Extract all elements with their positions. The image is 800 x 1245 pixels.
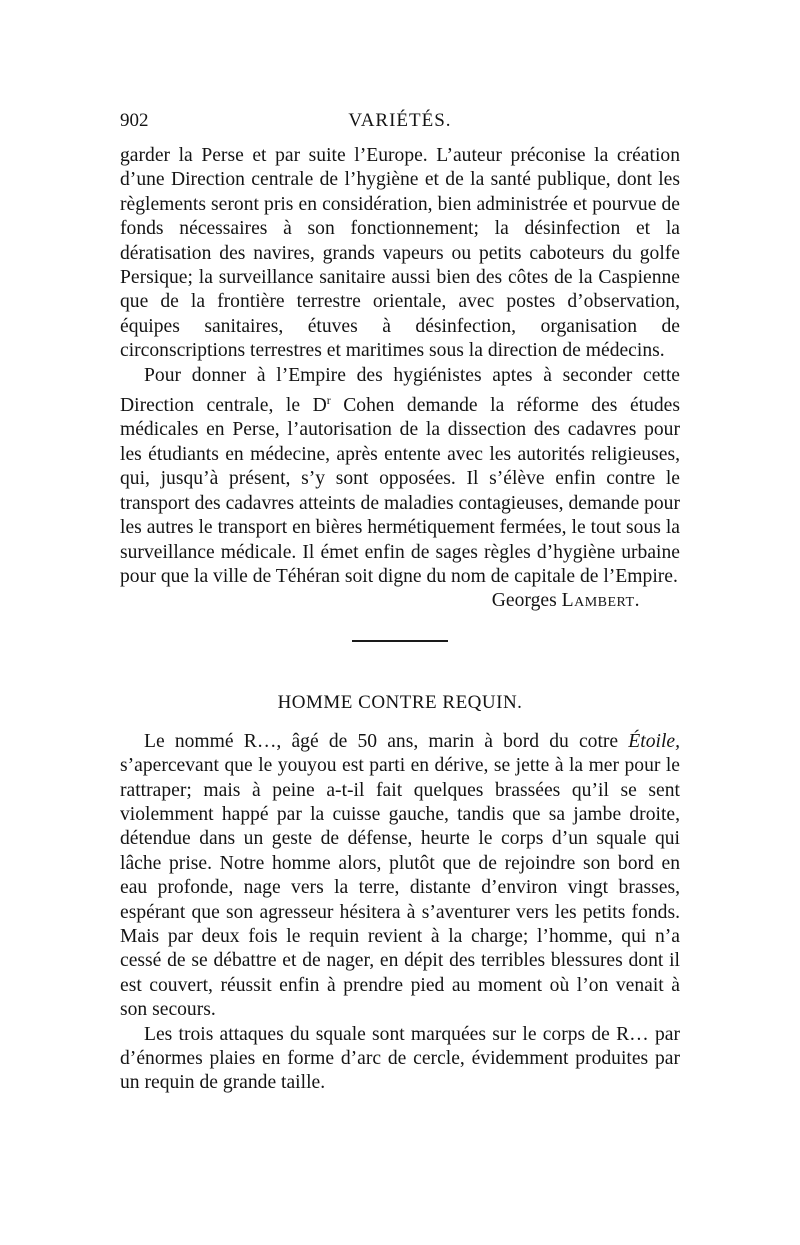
author-signature	[120, 589, 680, 613]
paragraph: garder la Perse et par suite l’Europe. L’auteur préconise la création d’une Direction centrale de l’hygiène et de la santé publique, dont les règlements seront pris en considération, bien administrée et pourvue de fonds nécessaires à son fonctionnement; la désinfection et la dératisation des navires, grands vapeurs ou petits caboteurs du golfe Persique; la surveillance sanitaire aussi bien des côtes de la Caspienne que de la frontière terrestre orientale, avec postes d’observation, équipes sanitaires, étuves à désinfection, organisation de circonscriptions terrestres et maritimes sous la direction de médecins.	[120, 145, 680, 362]
running-title: VARIÉTÉS.	[348, 110, 452, 131]
running-head	[120, 110, 680, 144]
paragraph: Les trois attaques du squale sont marquées sur le corps de R… par d’énormes plaies en forme d’arc de cercle, évidemment produites par un requin de grande taille.	[120, 1023, 680, 1094]
paragraph	[120, 730, 680, 1023]
article-title: HOMME CONTRE REQUIN.	[277, 691, 523, 713]
paragraph-text: Le nommé R…, âgé de 50 ans, marin à bord du cotre	[144, 730, 629, 752]
author-first-name: Georges	[491, 590, 557, 612]
article-homme-contre-requin	[120, 692, 680, 1096]
superscript: r	[326, 393, 331, 408]
paragraph-text: Pour donner à l’Empire des hygiénistes aptes à seconder cette Direction centrale, le D	[120, 364, 680, 417]
page	[120, 110, 680, 1096]
paragraph	[120, 364, 680, 590]
section-divider	[352, 640, 448, 642]
paragraph-text: s’apercevant que le youyou est parti en dérive, se jette à la mer pour le rattraper; mais à peine a-t-il fait quelques brassées qu’il se sent violemment happé par la cuisse gauche, tandis que sa jambe droite, détendue dans un geste de défense, heurte le corps d’un squale qui lâche prise. Notre homme alors, plutôt que de rejoindre son bord en eau profonde, nage vers la terre, distante d’environ vingt brasses, espérant que son agresseur hésitera à s’aventurer vers les petits fonds. Mais par deux fois le requin revient à la charge; l’homme, qui n’a cessé de se débattre et de nager, en dépit des terribles blessures dont il est couvert, réussit enfin à prendre pied au moment où l’on venait à son secours.	[120, 755, 680, 1021]
page-number: 902	[120, 110, 149, 131]
ship-name: Étoile,	[628, 730, 680, 752]
paragraph-text: Cohen demande la réforme des études médicales en Perse, l’autorisation de la dissection des cadavres pour les étudiants en médecine, après entente avec les autorités religieuses, qui, jusqu’à présent, s’y sont opposées. Il s’élève enfin contre le transport des cadavres atteints de maladies contagieuses, demande pour les autres le transport en bières hermétiquement fermées, le tout sous la surveillance médicale. Il émet enfin de sages règles d’hygiène urbaine pour que la ville de Téhéran soit digne du nom de capitale de l’Empire.	[120, 395, 680, 587]
article-hygiene-perse	[120, 144, 680, 614]
author-last-name: Lambert.	[561, 590, 640, 612]
